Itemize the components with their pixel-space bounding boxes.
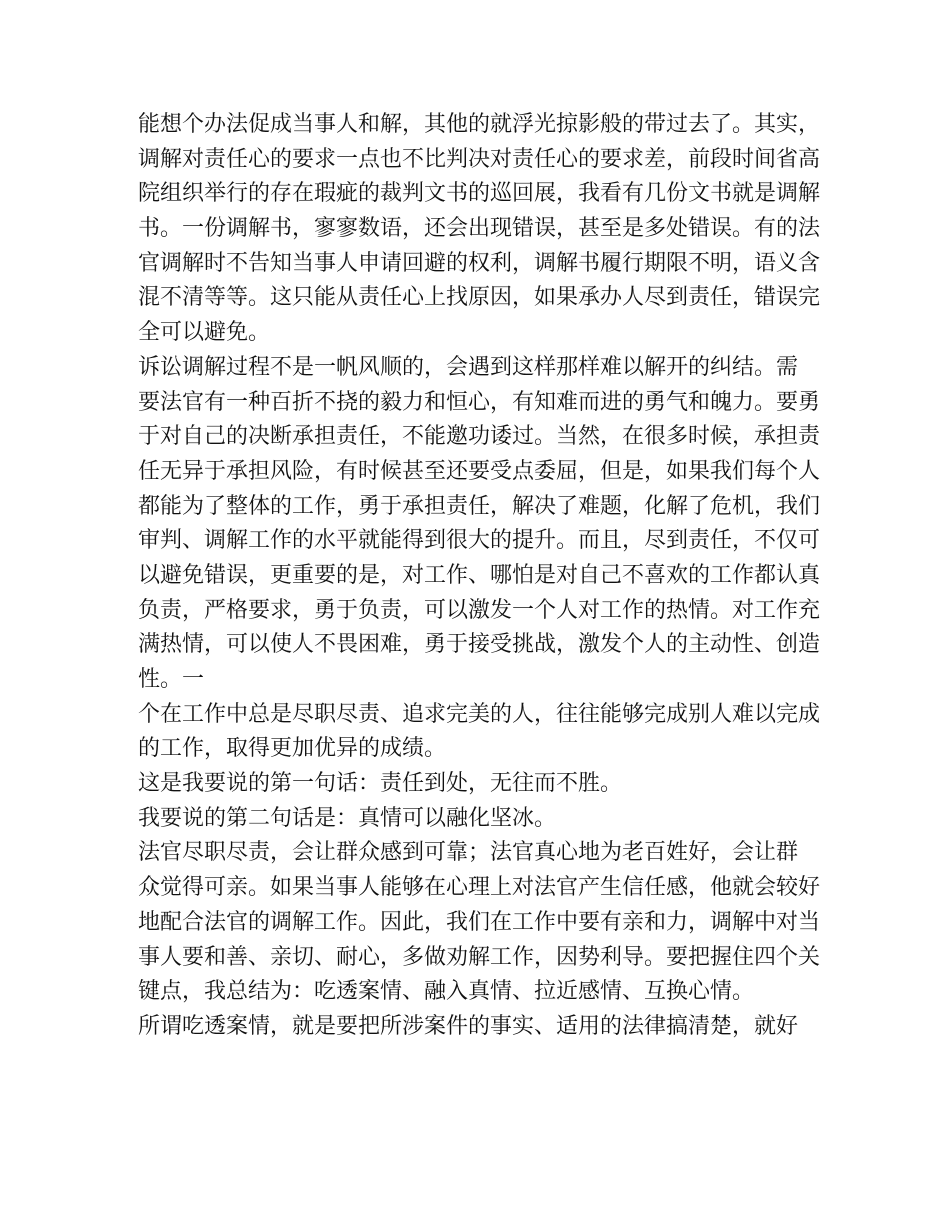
text-line: 键点，我总结为：吃透案情、融入真情、拉近感情、互换心情。 <box>138 979 755 1005</box>
text-line: 个在工作中总是尽职尽责、追求完美的人，往往能够完成别人难以完成 <box>138 701 821 727</box>
text-line: 满热情，可以使人不畏困难，勇于接受挑战，激发个人的主动性、创造 <box>138 632 821 658</box>
text-line: 这是我要说的第一句话：责任到处，无往而不胜。 <box>138 771 623 797</box>
text-line: 审判、调解工作的水平就能得到很大的提升。而且，尽到责任，不仅可 <box>138 528 821 554</box>
text-line: 性。一 <box>138 667 205 692</box>
text-line: 负责，严格要求，勇于负责，可以激发一个人对工作的热情。对工作充 <box>138 597 821 623</box>
text-line: 都能为了整体的工作，勇于承担责任，解决了难题，化解了危机，我们 <box>138 493 821 519</box>
text-line: 我要说的第二句话是：真情可以融化坚冰。 <box>138 805 557 831</box>
text-line: 院组织举行的存在瑕疵的裁判文书的巡回展，我看有几份文书就是调解 <box>138 181 821 207</box>
text-line: 地配合法官的调解工作。因此，我们在工作中要有亲和力，调解中对当 <box>138 909 821 935</box>
text-line: 于对自己的决断承担责任，不能邀功诿过。当然，在很多时候，承担责 <box>138 424 821 450</box>
text-line: 混不清等等。这只能从责任心上找原因，如果承办人尽到责任，错误完 <box>138 285 821 311</box>
text-line: 诉讼调解过程不是一帆风顺的，会遇到这样那样难以解开的纠结。需 <box>138 354 799 380</box>
text-line: 众觉得可亲。如果当事人能够在心理上对法官产生信任感，他就会较好 <box>138 875 821 901</box>
text-line: 事人要和善、亲切、耐心，多做劝解工作，因势利导。要把握住四个关 <box>138 944 821 970</box>
text-line: 书。一份调解书，寥寥数语，还会出现错误，甚至是多处错误。有的法 <box>138 216 821 242</box>
text-line: 的工作，取得更加优异的成绩。 <box>138 736 447 762</box>
text-line: 能想个办法促成当事人和解，其他的就浮光掠影般的带过去了。其实， <box>138 112 821 137</box>
text-line: 要法官有一种百折不挠的毅力和恒心，有知难而进的勇气和魄力。要勇 <box>138 389 821 415</box>
text-line: 全可以避免。 <box>138 320 271 346</box>
text-line: 任无异于承担风险，有时候甚至还要受点委屈，但是，如果我们每个人 <box>138 458 821 484</box>
document-body <box>138 108 838 1045</box>
text-line: 以避免错误，更重要的是，对工作、哪怕是对自己不喜欢的工作都认真 <box>138 562 821 588</box>
text-line: 所谓吃透案情，就是要把所涉案件的事实、适用的法律搞清楚，就好 <box>138 1013 799 1039</box>
text-line: 法官尽职尽责，会让群众感到可靠；法官真心地为老百姓好，会让群 <box>138 840 799 866</box>
text-line: 调解对责任心的要求一点也不比判决对责任心的要求差，前段时间省高 <box>138 146 821 172</box>
text-line: 官调解时不告知当事人申请回避的权利，调解书履行期限不明，语义含 <box>138 250 821 276</box>
